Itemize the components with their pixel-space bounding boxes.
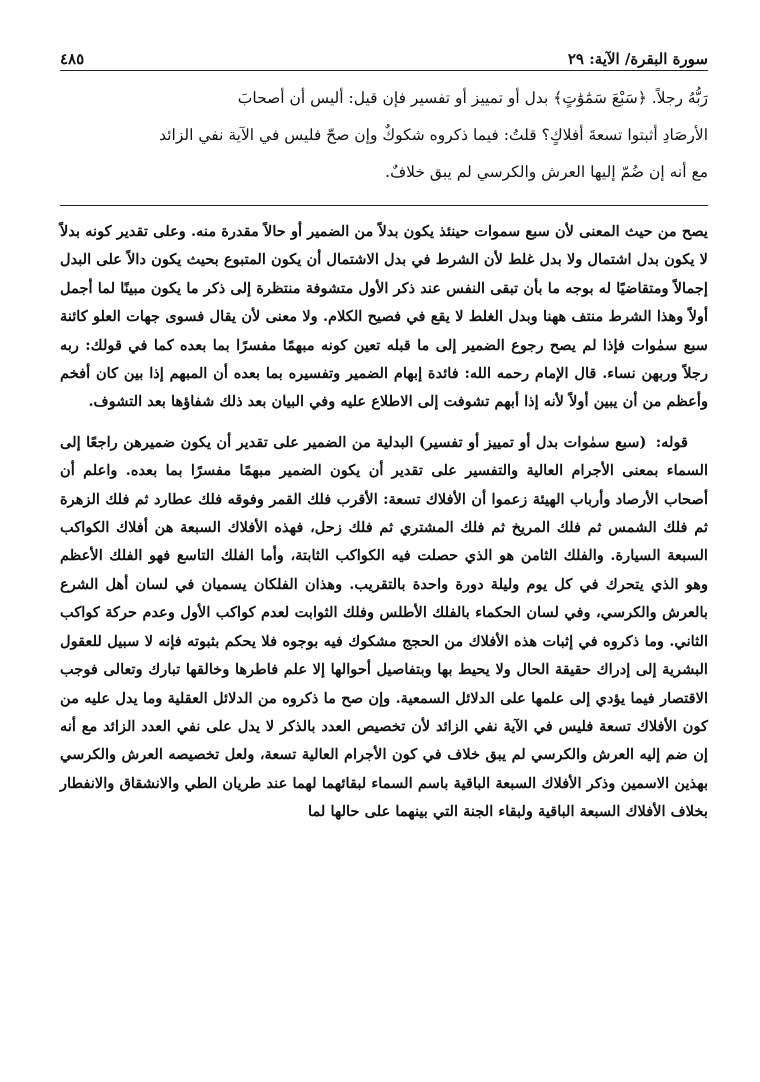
verse-line-1: رَبُّهُ رجلاً. ﴿سَبْعَ سَمَٰوَٰتٍ﴾ بدل أو تمييز أو تفسير فإن قيل: أليس أن أصحابَ xyxy=(237,89,708,107)
commentary-paragraph-1: يصح من حيث المعنى لأن سبع سموات حينئذ يكون بدلاً من الضمير أو حالاً مقدرة منه. وعلى تقدير كونه بدلاً لا يكون بدل اشتمال ولا بدل غلط لأن الشرط في بدل الاشتمال أن يكون المتبوع بحيث يكون دالاً على البدل إجمالاً ومتقاضيًا له بوجه ما بأن تبقى النفس عند ذكر الأول متشوفة منتظرة إلى ذكر ما يكون مبينًا لما أجمل أولاً وهذا الشرط منتف ههنا وبدل الغلط لا يقع في فصيح الكلام. ولا معنى لأن يقال فسوى جهات العلو كائنة سبع سمٰوات فإذا لم يصح رجوع الضمير إلى ما قبله تعين كونه مبهمًا مفسرًا بما بعده كما في قولك: ربه رجلاً وربهن نساء. قال الإمام رحمه الله: فائدة إبهام الضمير وتفسيره بما بعده أن المبهم إذا بين كان أفخم وأعظم من أن يبين أولاً لأنه إذا أبهم تشوفت إلى الاطلاع عليه وفي البيان بعد ذلك شفاؤها بعد التشوف. xyxy=(60,223,708,411)
quran-verse-block xyxy=(60,80,708,191)
section-divider xyxy=(60,205,708,206)
page-number: ٤٨٥ xyxy=(60,50,85,68)
surah-title: سورة البقرة/ الآية: ٢٩ xyxy=(567,50,708,68)
verse-line-3: مع أنه إن ضُمّ إليها العرش والكرسي لم يبق خلافٌ. xyxy=(385,163,708,181)
header-divider xyxy=(60,70,708,71)
qawluh-label: قوله: xyxy=(655,433,688,451)
verse-line-2: الأرصَادِ أثبتوا تسعةَ أفلاكٍ؟ قلتُ: فيما ذكروه شكوكٌ وإن صحّ فليس في الآية نفي الزائد xyxy=(159,126,708,144)
page-header xyxy=(60,38,708,68)
commentary-paragraph-2 xyxy=(60,429,708,827)
commentary-block xyxy=(60,218,708,837)
commentary-paragraph-2-text: (سبع سمٰوات بدل أو تمييز أو تفسير) البدلية من الضمير على تقدير أن يكون ضميرهن راجعًا إلى السماء بمعنى الأجرام العالية والتفسير على تقدير أن يكون الضمير مبهمًا مفسرًا بما بعده. واعلم أن أصحاب الأرصاد وأرباب الهيئة زعموا أن الأفلاك تسعة: الأقرب فلك القمر وفوقه فلك عطارد ثم فلك الزهرة ثم فلك الشمس ثم فلك المريخ ثم فلك المشتري ثم فلك زحل، فهذه الأفلاك السبعة هن أفلاك الكواكب السبعة السيارة. والفلك الثامن هو الذي حصلت فيه الكواكب الثابتة، وأما الفلك التاسع فهو الفلك الأعظم وهو الذي يتحرك في كل يوم وليلة دورة واحدة بالتقريب. وهذان الفلكان يسميان في لسان أهل الشرع بالعرش والكرسي، وفي لسان الحكماء بالفلك الأطلس وفلك الثوابت لعدم كواكب الأول وعدم حركة كواكب الثاني. وما ذكروه في إثبات هذه الأفلاك من الحجج مشكوك فيه بوجوه فلا يحكم بثبوته فإنه لا سبيل للعقول البشرية إلى إدراك حقيقة الحال ولا يحيط بها وبتفاصيل أحوالها إلا علم فاطرها وخالقها تبارك وتعالى فوجب الاقتصار فيما يؤدي إلى علمها على الدلائل السمعية. وإن صح ما ذكروه من الدلائل العقلية وما يدل عليه من كون الأفلاك تسعة فليس في الآية نفي الزائد لأن تخصيص العدد بالذكر لا يدل على نفي العدد الزائد مع أنه إن ضم إليه العرش والكرسي لم يبق خلاف في كون الأجرام العالية تسعة، ولعل تخصيصه العرش والكرسي بهذين الاسمين وذكر الأفلاك السبعة الباقية باسم السماء لبقائهما لهما عند طريان الطي والانشقاق والانفطار بخلاف الأفلاك السبعة الباقية ولبقاء الجنة التي بينهما على حالها لما xyxy=(60,433,708,821)
